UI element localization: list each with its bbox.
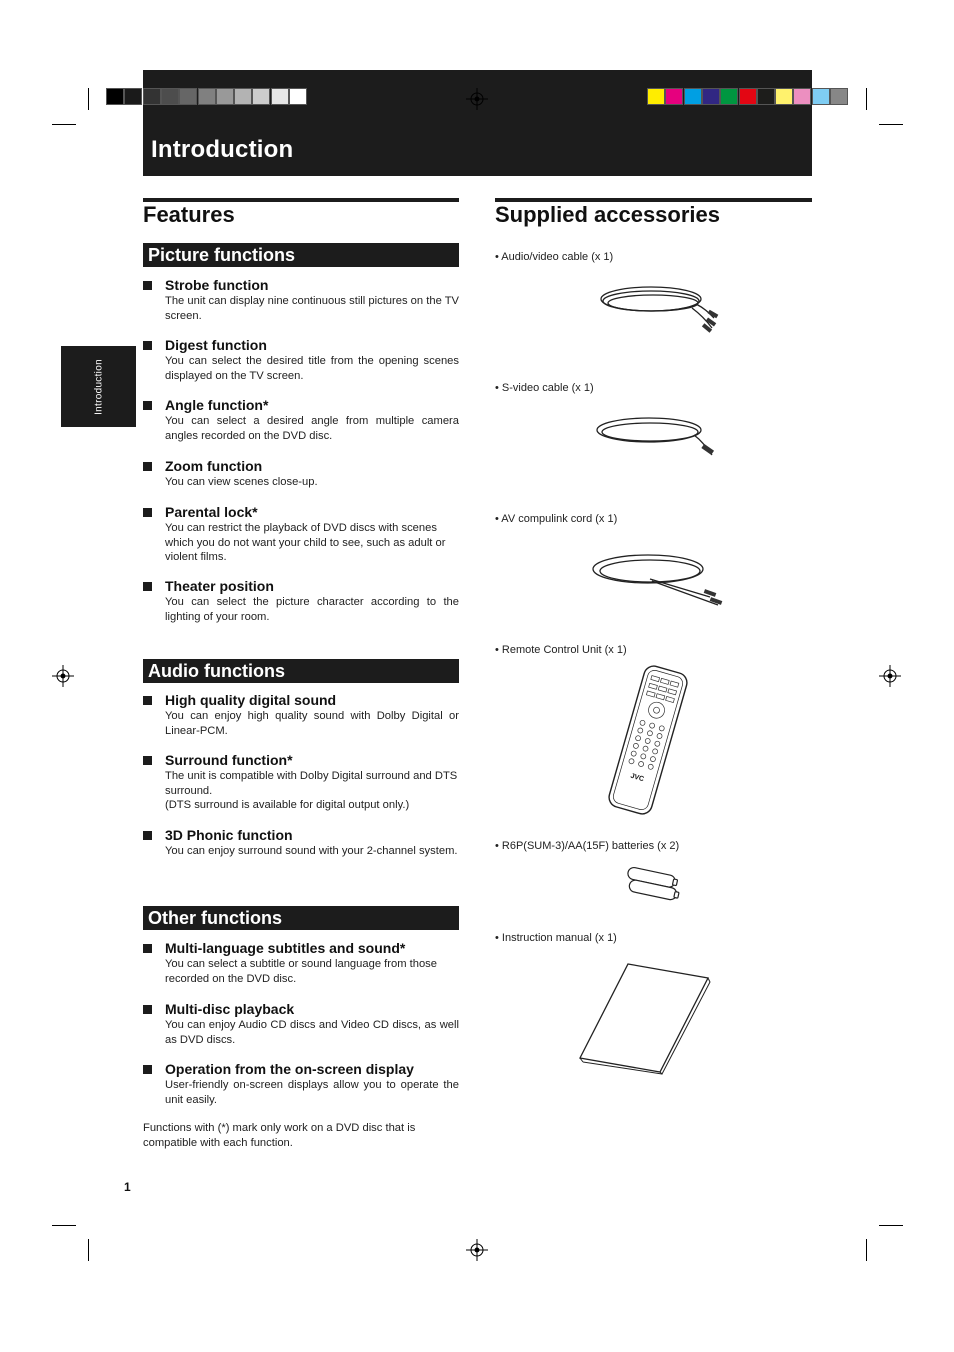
feature-item [143,1061,459,1107]
remote-control-icon [600,665,696,815]
feature-title: Operation from the on-screen display [143,1061,459,1078]
accessory-label: • Remote Control Unit (x 1) [495,644,627,656]
feature-description: You can select a subtitle or sound language from those recorded on the DVD disc. [165,958,437,985]
color-swatch [684,88,702,105]
accessory-label: • Audio/video cable (x 1) [495,251,614,263]
gray-swatch [289,88,307,105]
feature-item [143,504,459,565]
feature-item [143,397,459,443]
remote-logo: JVC [629,772,645,784]
gray-swatch [198,88,216,105]
features-heading: Features [143,202,235,227]
manual-icon [576,960,716,1076]
feature-title: Zoom function [143,458,459,475]
registration-mark-bottom-icon [466,1239,488,1261]
feature-title: Strobe function [143,277,459,294]
feature-description: You can enjoy Audio CD discs and Video CD discs, as well as DVD discs. [165,1019,459,1046]
page-title: Introduction [151,136,294,163]
registration-mark-left-icon [52,665,74,687]
compulink-cord-icon [590,549,728,607]
feature-title: Angle function* [143,397,459,414]
feature-item [143,1001,459,1047]
feature-description: You can enjoy high quality sound with Dolby Digital or Linear-PCM. [165,710,459,737]
color-swatch [812,88,830,105]
feature-title: Surround function* [143,752,459,769]
feature-item [143,337,459,383]
color-swatch [775,88,793,105]
feature-item [143,752,459,813]
feature-title: Digest function [143,337,459,354]
feature-note: (DTS surround is available for digital output only.) [165,799,410,812]
feature-title: 3D Phonic function [143,827,459,844]
gray-swatch [106,88,124,105]
feature-description: The unit can display nine continuous still pictures on the TV screen. [165,295,459,322]
feature-item [143,277,459,323]
feature-description: You can view scenes close-up. [165,476,318,488]
footnote: Functions with (*) mark only work on a DVD disc that is compatible with each function. [143,1122,416,1149]
color-swatch [702,88,720,105]
s-video-cable-icon [594,413,718,461]
feature-description: You can select the picture character according to the lighting of your room. [165,596,459,623]
color-swatch [720,88,738,105]
accessory-label: • Instruction manual (x 1) [495,932,617,944]
color-swatch [739,88,757,105]
gray-swatch [124,88,142,105]
feature-title: Multi-disc playback [143,1001,459,1018]
color-swatch [757,88,775,105]
registration-mark-top-icon [466,88,488,110]
gray-swatch [271,88,289,105]
feature-description: You can enjoy surround sound with your 2-channel system. [165,845,458,857]
batteries-icon [618,866,690,904]
feature-item [143,578,459,624]
page-number: 1 [124,1180,131,1194]
accessory-label: • AV compulink cord (x 1) [495,513,618,525]
side-tab [61,346,136,427]
color-swatch [665,88,683,105]
picture-functions-heading: Picture functions [143,243,459,267]
gray-swatch [143,88,161,105]
feature-description: You can select the desired title from the opening scenes displayed on the TV screen. [165,355,459,382]
feature-description: User-friendly on-screen displays allow you to operate the unit easily. [165,1079,459,1106]
feature-title: High quality digital sound [143,692,459,709]
accessory-label: • S-video cable (x 1) [495,382,594,394]
accessory-label: • R6P(SUM-3)/AA(15F) batteries (x 2) [495,840,680,852]
feature-description: You can restrict the playback of DVD discs with scenes which you do not want your child to see, such as adult or violent films. [165,522,446,564]
audio-functions-heading: Audio functions [143,659,459,683]
feature-item [143,940,459,986]
av-cable-icon [596,282,724,334]
feature-description: The unit is compatible with Dolby Digital surround and DTS surround. [165,770,458,797]
side-tab-label: Introduction [93,358,104,415]
color-swatch [793,88,811,105]
color-swatch [647,88,665,105]
feature-title: Theater position [143,578,459,595]
feature-title: Parental lock* [143,504,459,521]
gray-swatch [234,88,252,105]
feature-item [143,458,459,490]
accessories-heading: Supplied accessories [495,202,720,227]
gray-swatch [179,88,197,105]
other-functions-heading: Other functions [143,906,459,930]
feature-description: You can select a desired angle from multiple camera angles recorded on the DVD disc. [165,415,459,442]
feature-title: Multi-language subtitles and sound* [143,940,459,957]
gray-swatch [161,88,179,105]
feature-item [143,827,459,859]
feature-item [143,692,459,738]
gray-swatch [252,88,270,105]
registration-mark-right-icon [879,665,901,687]
color-swatch [830,88,848,105]
gray-swatch [216,88,234,105]
